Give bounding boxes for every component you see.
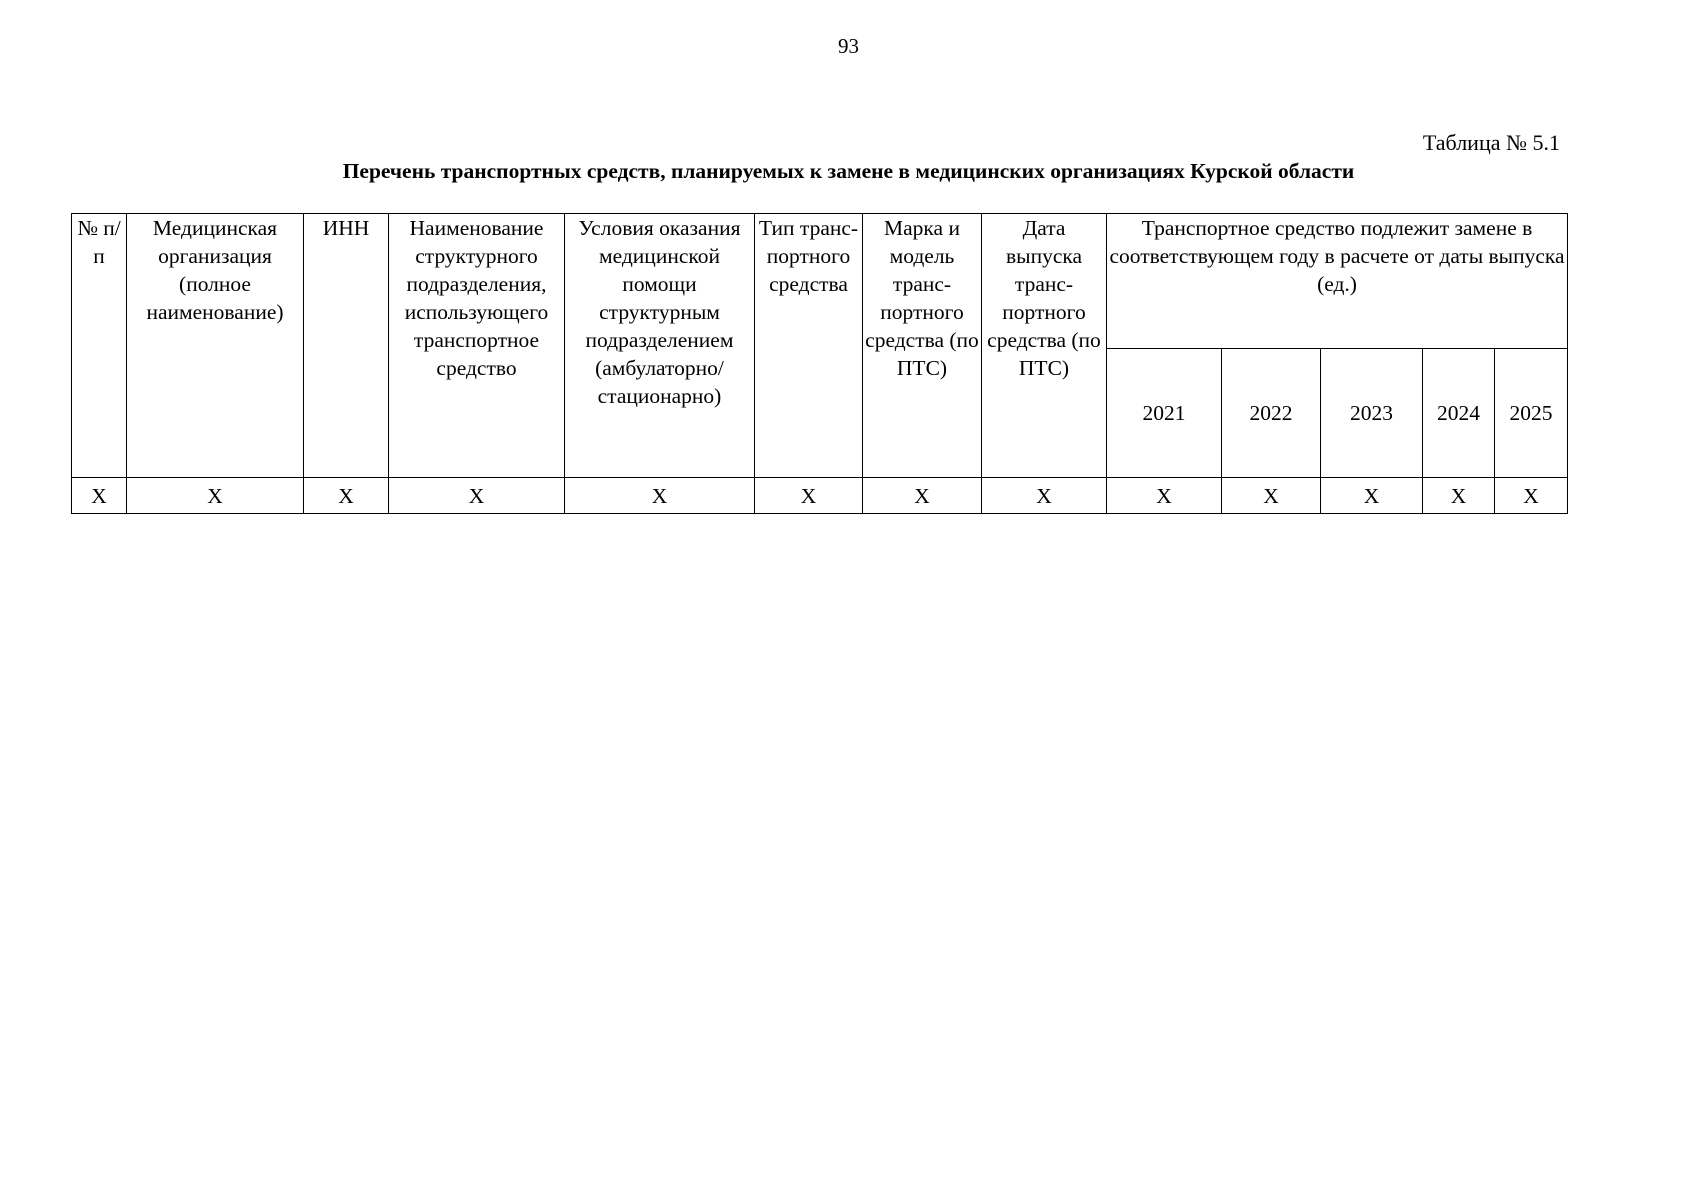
header-replacement-year-group: Транспортное средство подлежит замене в соответствующем году в расчете от даты выпуска (ед.) <box>1107 214 1568 349</box>
table-cell: Х <box>1495 478 1568 514</box>
table-cell: Х <box>72 478 127 514</box>
table-cell: Х <box>1107 478 1222 514</box>
table-cell: Х <box>565 478 755 514</box>
table-cell: Х <box>304 478 389 514</box>
header-year: 2021 <box>1107 349 1222 478</box>
table-cell: Х <box>863 478 982 514</box>
header-inn: ИНН <box>304 214 389 478</box>
table-cell: Х <box>1423 478 1495 514</box>
table-header-row <box>72 214 1568 349</box>
table-row <box>72 478 1568 514</box>
header-structural-unit: Наименование структурного подразделения, использующего транспортное средство <box>389 214 565 478</box>
table-number: Таблица № 5.1 <box>1422 130 1560 155</box>
header-vehicle-model: Марка и модель транс-портного средства (по ПТС) <box>863 214 982 478</box>
header-year: 2023 <box>1321 349 1423 478</box>
header-organization: Медицинская организация (полное наименование) <box>127 214 304 478</box>
header-row-number: № п/п <box>72 214 127 478</box>
header-vehicle-type: Тип транс-портного средства <box>755 214 863 478</box>
header-release-date: Дата выпуска транс-портного средства (по ПТС) <box>982 214 1107 478</box>
header-year: 2025 <box>1495 349 1568 478</box>
page-number: 93 <box>838 34 859 58</box>
header-care-conditions: Условия оказания медицинской помощи структурным подразделением (амбулаторно/ стационарно) <box>565 214 755 478</box>
table-cell: Х <box>389 478 565 514</box>
table-cell: Х <box>982 478 1107 514</box>
header-year: 2022 <box>1222 349 1321 478</box>
table-cell: Х <box>755 478 863 514</box>
table-cell: Х <box>1222 478 1321 514</box>
table-cell: Х <box>127 478 304 514</box>
table-caption: Перечень транспортных средств, планируемых к замене в медицинских организациях Курской области <box>342 159 1355 183</box>
vehicle-replacement-table <box>71 213 1568 514</box>
table-cell: Х <box>1321 478 1423 514</box>
header-year: 2024 <box>1423 349 1495 478</box>
